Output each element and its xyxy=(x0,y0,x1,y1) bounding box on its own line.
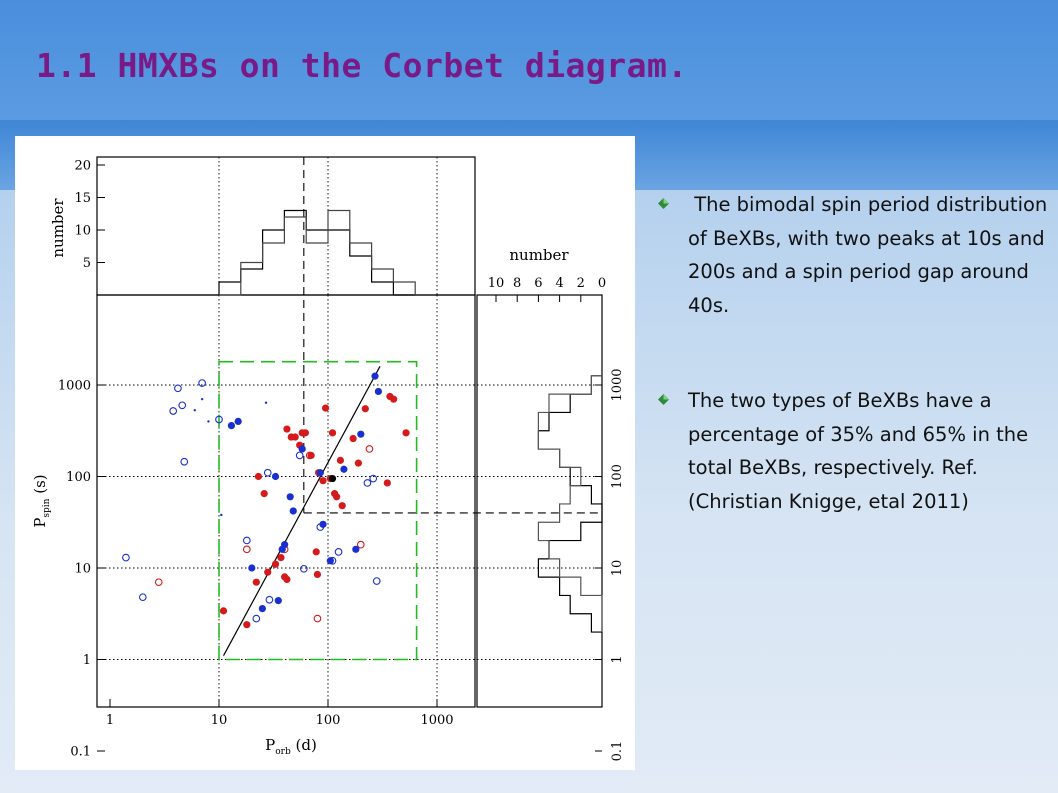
scatter-point-blue-open xyxy=(335,549,342,556)
scatter-point-blue-filled xyxy=(281,541,288,548)
scatter-point-blue-open xyxy=(264,469,271,476)
main-plot-frame xyxy=(97,295,475,707)
scatter-point-red-filled xyxy=(264,569,271,576)
scatter-point-red-filled xyxy=(339,502,346,509)
scatter-point-red-filled xyxy=(322,404,329,411)
tick-label-side-hist-y: 1 xyxy=(610,655,625,664)
tick-label-side-hist-y: 1000 xyxy=(610,368,625,402)
scatter-point-blue-open xyxy=(181,458,188,465)
scatter-point-red-filled xyxy=(337,457,344,464)
tick-label-y: 1000 xyxy=(57,378,91,394)
corbet-diagram-figure xyxy=(15,136,635,770)
tick-label-top-hist-y: 10 xyxy=(74,223,91,239)
scatter-point-blue-filled xyxy=(375,388,382,395)
scatter-point-blue-open xyxy=(175,385,182,392)
scatter-point-red-filled xyxy=(283,425,290,432)
scatter-point-red-filled xyxy=(333,493,340,500)
scatter-point-red-filled xyxy=(319,477,326,484)
scatter-point-blue-open xyxy=(123,554,130,561)
scatter-point-red-filled xyxy=(283,576,290,583)
scatter-point-blue-filled xyxy=(228,422,235,429)
scatter-point-red-filled xyxy=(302,429,309,436)
scatter-point-blue-open xyxy=(296,452,303,459)
side-histogram-frame xyxy=(477,295,602,707)
scatter-point-blue-open xyxy=(301,566,308,573)
scatter-point-blue-open xyxy=(179,402,186,409)
scatter-point-blue-filled xyxy=(248,564,255,571)
scatter-point-red-open xyxy=(244,546,251,553)
tick-label-side-hist-x: 6 xyxy=(534,276,543,291)
tick-label-top-hist-y: 15 xyxy=(74,191,91,206)
scatter-point-black-filled xyxy=(329,475,336,482)
scatter-point-blue-filled xyxy=(352,546,359,553)
tick-label-y: 0.1 xyxy=(70,744,91,760)
scatter-point-red-filled xyxy=(384,479,391,486)
scatter-point-blue-filled xyxy=(272,473,279,480)
scatter-point-red-filled xyxy=(261,490,268,497)
scatter-point-red-filled xyxy=(277,554,284,561)
bullet-list xyxy=(658,188,1054,518)
scatter-point-red-filled xyxy=(314,571,321,578)
scatter-point-blue-open xyxy=(253,615,260,622)
diamond-bullet-icon xyxy=(658,394,669,405)
scatter-point-blue-filled xyxy=(299,445,306,452)
scatter-point-small xyxy=(207,420,209,422)
scatter-point-red-filled xyxy=(253,579,260,586)
corbet-diagram-chart xyxy=(15,136,635,770)
scatter-point-blue-filled xyxy=(357,431,364,438)
tick-label-x: 1000 xyxy=(420,713,454,728)
scatter-point-red-filled xyxy=(362,405,369,412)
scatter-point-red-filled xyxy=(255,473,262,480)
top-histogram-frame xyxy=(97,157,475,295)
tick-label-top-hist-y: 20 xyxy=(74,158,91,174)
tick-label-x: 10 xyxy=(210,713,228,728)
top-hist-type-a xyxy=(219,211,415,296)
scatter-point-red-filled xyxy=(355,460,362,467)
scatter-point-red-filled xyxy=(272,561,279,568)
tick-label-side-hist-x: 0 xyxy=(597,276,607,291)
scatter-point-blue-open xyxy=(170,408,177,415)
scatter-point-red-filled xyxy=(313,548,320,555)
scatter-point-red-filled xyxy=(329,429,336,436)
tick-label-top-hist-y: 5 xyxy=(82,256,91,271)
ylabel-main: $P_{spin}$ (s) xyxy=(31,474,52,528)
scatter-point-red-filled xyxy=(402,429,409,436)
tick-label-side-hist-x: 8 xyxy=(513,276,522,291)
tick-label-y: 1 xyxy=(82,653,91,668)
scatter-point-blue-filled xyxy=(287,493,294,500)
scatter-point-blue-filled xyxy=(319,521,326,528)
bullet-text: The bimodal spin period distribution of BeXBs, with two peaks at 10s and 200s and a spin period gap around 40s. xyxy=(688,193,1054,317)
scatter-point-red-filled xyxy=(390,396,397,403)
xlabel-main: $P_{orb}$ (d) xyxy=(265,736,317,757)
scatter-point-blue-filled xyxy=(275,597,282,604)
scatter-point-red-filled xyxy=(243,621,250,628)
xlabel-side-histogram: number xyxy=(509,246,569,264)
bullet-text: The two types of BeXBs have a percentage of 35% and 65% in the total BeXBs, respectively. Ref. (Christian Knigge, etal 2011) xyxy=(688,389,1029,513)
fit-line xyxy=(224,366,380,655)
bullet-item xyxy=(658,188,1054,322)
tick-label-y: 10 xyxy=(74,561,91,577)
diamond-bullet-icon xyxy=(658,198,669,209)
scatter-point-blue-filled xyxy=(259,605,266,612)
scatter-point-red-filled xyxy=(292,433,299,440)
scatter-point-blue-filled xyxy=(235,418,242,425)
scatter-point-blue-filled xyxy=(371,373,378,380)
slide-title: 1.1 HMXBs on the Corbet diagram. xyxy=(36,46,688,85)
tick-label-side-hist-x: 10 xyxy=(487,276,505,291)
scatter-point-small xyxy=(194,409,196,411)
scatter-point-small xyxy=(265,402,267,404)
scatter-point-red-open xyxy=(314,615,321,622)
tick-label-side-hist-y: 100 xyxy=(610,464,625,489)
scatter-point-blue-open xyxy=(364,480,371,487)
tick-label-side-hist-x: 4 xyxy=(555,276,564,291)
tick-label-side-hist-y: 0.1 xyxy=(610,740,625,762)
tick-label-x: 1 xyxy=(105,713,115,728)
scatter-point-red-open xyxy=(155,579,162,586)
scatter-point-blue-filled xyxy=(317,469,324,476)
scatter-point-blue-open xyxy=(244,537,251,544)
tick-label-x: 100 xyxy=(315,713,341,728)
scatter-point-blue-open xyxy=(140,594,147,601)
scatter-point-small xyxy=(201,398,203,400)
ylabel-top-histogram: number xyxy=(49,198,67,258)
tick-label-y: 100 xyxy=(66,470,91,485)
scatter-point-red-open xyxy=(366,446,373,453)
scatter-point-small xyxy=(220,514,222,516)
scatter-point-blue-open xyxy=(266,596,273,603)
bullet-item xyxy=(658,384,1050,518)
scatter-point-blue-filled xyxy=(290,507,297,514)
scatter-point-blue-open xyxy=(373,578,380,585)
scatter-point-red-filled xyxy=(220,607,227,614)
tick-label-side-hist-x: 2 xyxy=(576,276,585,291)
scatter-point-red-filled xyxy=(350,435,357,442)
tick-label-side-hist-y: 10 xyxy=(610,559,625,577)
scatter-point-blue-filled xyxy=(340,466,347,473)
